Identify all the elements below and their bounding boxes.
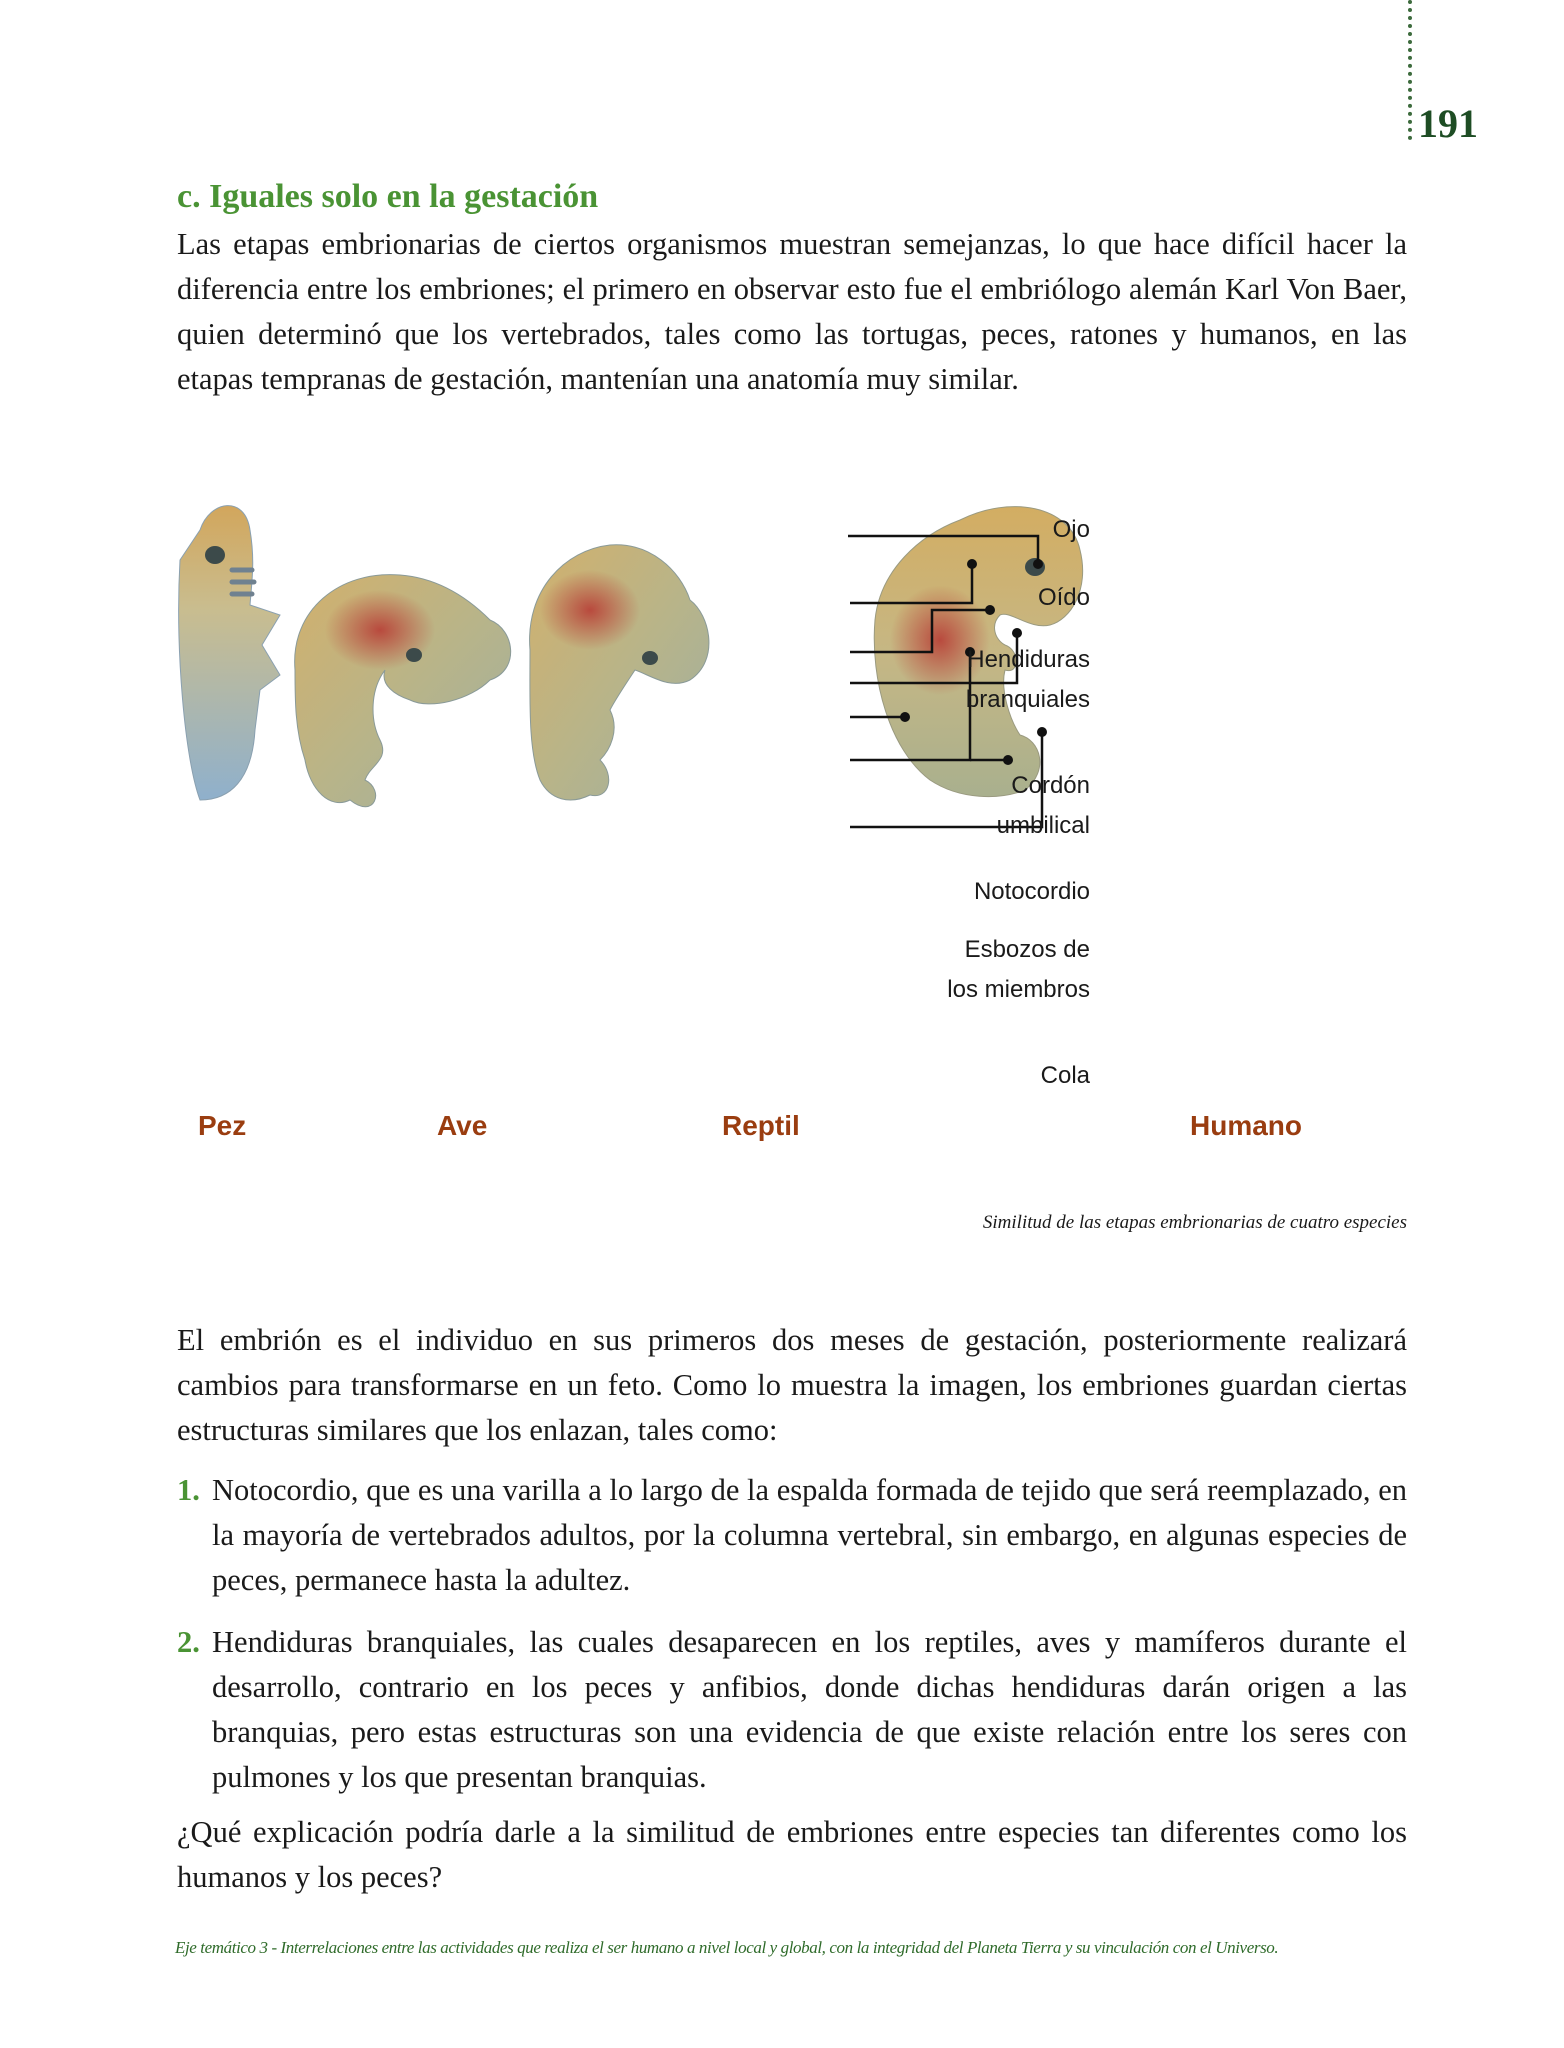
species-label-ave: Ave [437, 1110, 488, 1141]
label-hendiduras-line2: branquiales [965, 686, 1090, 713]
label-cordon-line1: Cordón [1011, 772, 1090, 799]
bird-embryo [295, 575, 511, 807]
label-cola: Cola [1040, 1062, 1090, 1089]
fish-eye [205, 546, 225, 564]
margin-dotted-rule [1408, 0, 1412, 140]
label-cordon-line2: umbilical [996, 812, 1090, 839]
embryo-paragraph: El embrión es el individuo en sus primeros dos meses de gestación, posteriormente realizará cambios para transformarse en un feto. Como lo muestra la imagen, los embriones guardan ciertas estructuras similares que los enlazan, tales como: [177, 1323, 1407, 1447]
list-number: 2. [177, 1625, 200, 1659]
species-label-pez: Pez [198, 1110, 247, 1141]
intro-paragraph: Las etapas embrionarias de ciertos organismos muestran semejanzas, lo que hace difícil hacer la diferencia entre los embriones; el primero en observar esto fue el embriólogo alemán Karl Von Baer, quien determinó que los vertebrados, tales como las tortugas, peces, ratones y humanos, en las etapas tempranas de gestación, mantenían una anatomía muy similar. [177, 227, 1407, 396]
embryo-illustration [170, 500, 1420, 1160]
label-ojo: Ojo [1052, 516, 1090, 543]
list-text: Notocordio, que es una varilla a lo largo de la espalda formada de tejido que será reemplazado, en la mayoría de vertebrados adultos, por la columna vertebral, sin embargo, en algunas especies de peces, permanece hasta la adultez. [212, 1473, 1407, 1597]
label-oido: Oído [1037, 584, 1090, 611]
species-label-humano: Humano [1190, 1110, 1302, 1141]
bird-eye [406, 648, 422, 662]
list-item [177, 1620, 1407, 1800]
page-number: 191 [1418, 101, 1478, 146]
footer-theme-axis: Eje temático 3 - Interrelaciones entre las actividades que realiza el ser humano a nivel local y global, con la integridad del Planeta Tierra y su vinculación con el Universo. [175, 1938, 1279, 1957]
label-esbozos-line1: Esbozos de [964, 936, 1090, 963]
list-number: 1. [177, 1473, 200, 1507]
section-title: c. Iguales solo en la gestación [177, 178, 599, 215]
fish-embryo [179, 506, 280, 800]
embryo-comparison-figure [170, 500, 1420, 1160]
reflection-question: ¿Qué explicación podría darle a la similitud de embriones entre especies tan diferentes como los humanos y los peces? [177, 1815, 1407, 1894]
reptile-embryo [530, 545, 709, 800]
label-esbozos-line2: los miembros [947, 976, 1090, 1003]
reptile-eye [642, 651, 658, 665]
label-hendiduras-line1: Hendiduras [967, 646, 1090, 673]
figure-caption: Similitud de las etapas embrionarias de cuatro especies [982, 1212, 1407, 1233]
list-text: Hendiduras branquiales, las cuales desaparecen en los reptiles, aves y mamíferos durante el desarrollo, contrario en los peces y anfibios, donde dichas hendiduras darán origen a las branquias, pero estas estructuras son una evidencia de que existe relación entre los seres con pulmones y los que presentan branquias. [212, 1625, 1407, 1794]
list-item [177, 1468, 1407, 1603]
label-notocordio: Notocordio [973, 878, 1090, 905]
species-label-reptil: Reptil [722, 1110, 800, 1141]
